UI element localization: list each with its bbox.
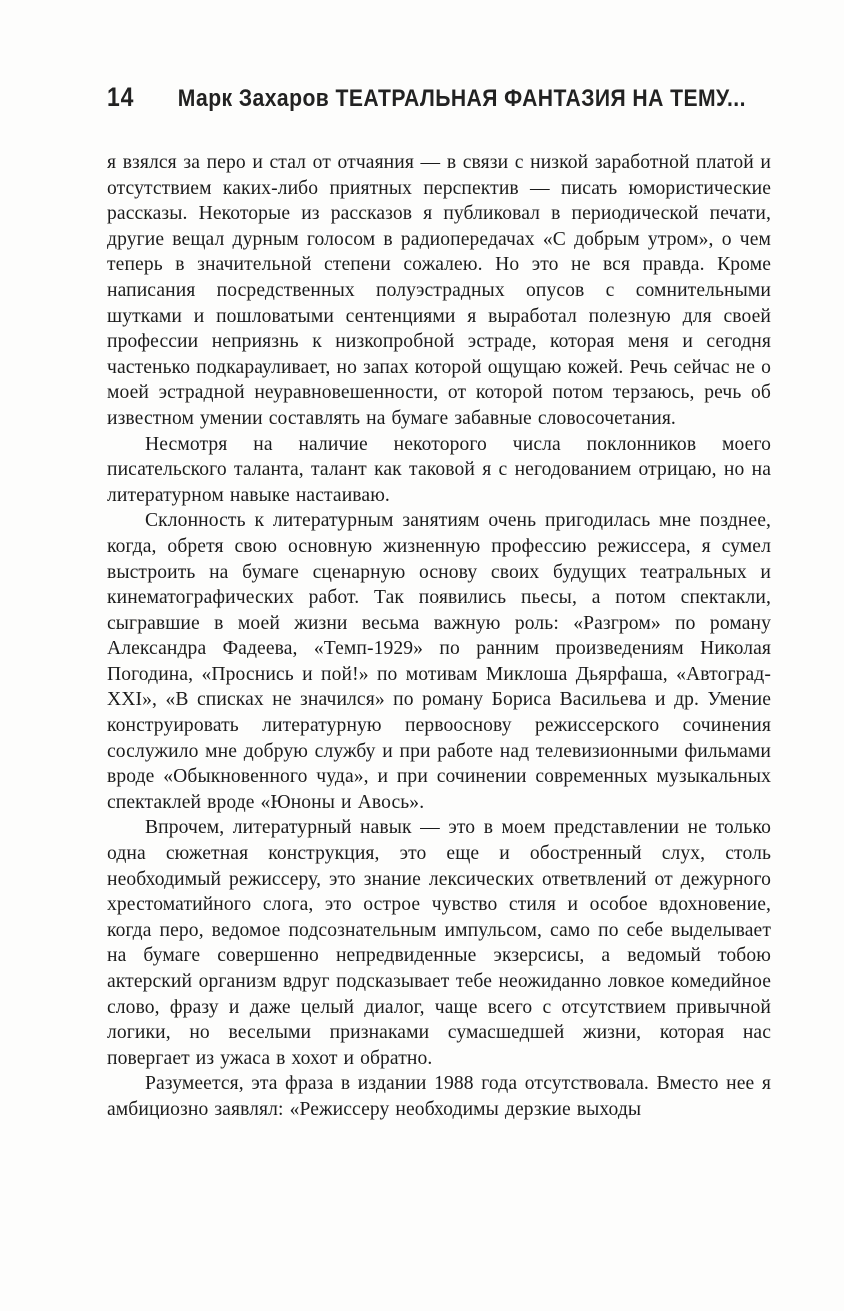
paragraph: Несмотря на наличие некоторого числа поклонников моего писательского таланта, талант как таковой я с негодованием отрицаю, но на литературном навыке настаиваю. xyxy=(107,433,771,506)
paragraph: Склонность к литературным занятиям очень пригодилась мне позднее, когда, обретя свою основную жизненную профессию режиссера, я сумел выстроить на бумаге сценарную основу своих будущих театральных и кинематографических работ. Так появились пьесы, а потом спектакли, сыгравшие в моей жизни весьма важную роль: «Разгром» по роману Александра Фадеева, «Темп-1929» по ранним произведениям Николая Погодина, «Проснись и пой!» по мотивам Миклоша Дьярфаша, «Автоград-XXI», «В списках не значился» по роману Бориса Васильева и др. Умение конструировать литературную первооснову режиссерского сочинения сослужило мне добрую службу и при работе над телевизионными фильмами вроде «Обыкновенного чуда», и при сочинении современных музыкальных спектаклей вроде «Юноны и Авось». xyxy=(107,510,771,813)
page-number: 14 xyxy=(107,82,135,112)
body-text xyxy=(107,150,771,1123)
running-title: Марк Захаров ТЕАТРАЛЬНАЯ ФАНТАЗИЯ НА ТЕМУ... xyxy=(177,85,746,112)
paragraph-continuation: я взялся за перо и стал от отчаяния — в связи с низкой заработной платой и отсутствием каких-либо приятных перспектив — писать юмористические рассказы. Некоторые из рассказов я публиковал в периодической печати, другие вещал дурным голосом в радиопередачах «С добрым утром», о чем теперь в значительной степени сожалею. Но это не вся правда. Кроме написания посредственных полуэстрадных опусов с сомнительными шутками и пошловатыми сентенциями я выработал полезную для своей профессии неприязнь к низкопробной эстраде, которая меня и сегодня частенько подкарауливает, но запах которой ощущаю кожей. Речь сейчас не о моей эстрадной неуравновешенности, от которой потом терзаюсь, речь об известном умении составлять на бумаге забавные словосочетания. xyxy=(107,152,771,429)
paragraph: Разумеется, эта фраза в издании 1988 года отсутствовала. Вместо нее я амбициозно заявлял: «Режиссеру необходимы дерзкие выходы xyxy=(107,1073,771,1120)
page-header xyxy=(107,82,774,113)
paragraph: Впрочем, литературный навык — это в моем представлении не только одна сюжетная конструкция, это еще и обостренный слух, столь необходимый режиссеру, это знание лексических ответвлений от дежурного хрестоматийного слога, это острое чувство стиля и особое вдохновение, когда перо, ведомое подсознательным импульсом, само по себе выделывает на бумаге совершенно непредвиденные экзерсисы, а ведомый тобою актерский организм вдруг подсказывает тебе неожиданно ловкое комедийное слово, фразу и даже целый диалог, чаще всего с отсутствием привычной логики, но веселыми признаками сумасшедшей жизни, которая нас повергает из ужаса в хохот и обратно. xyxy=(107,817,771,1069)
